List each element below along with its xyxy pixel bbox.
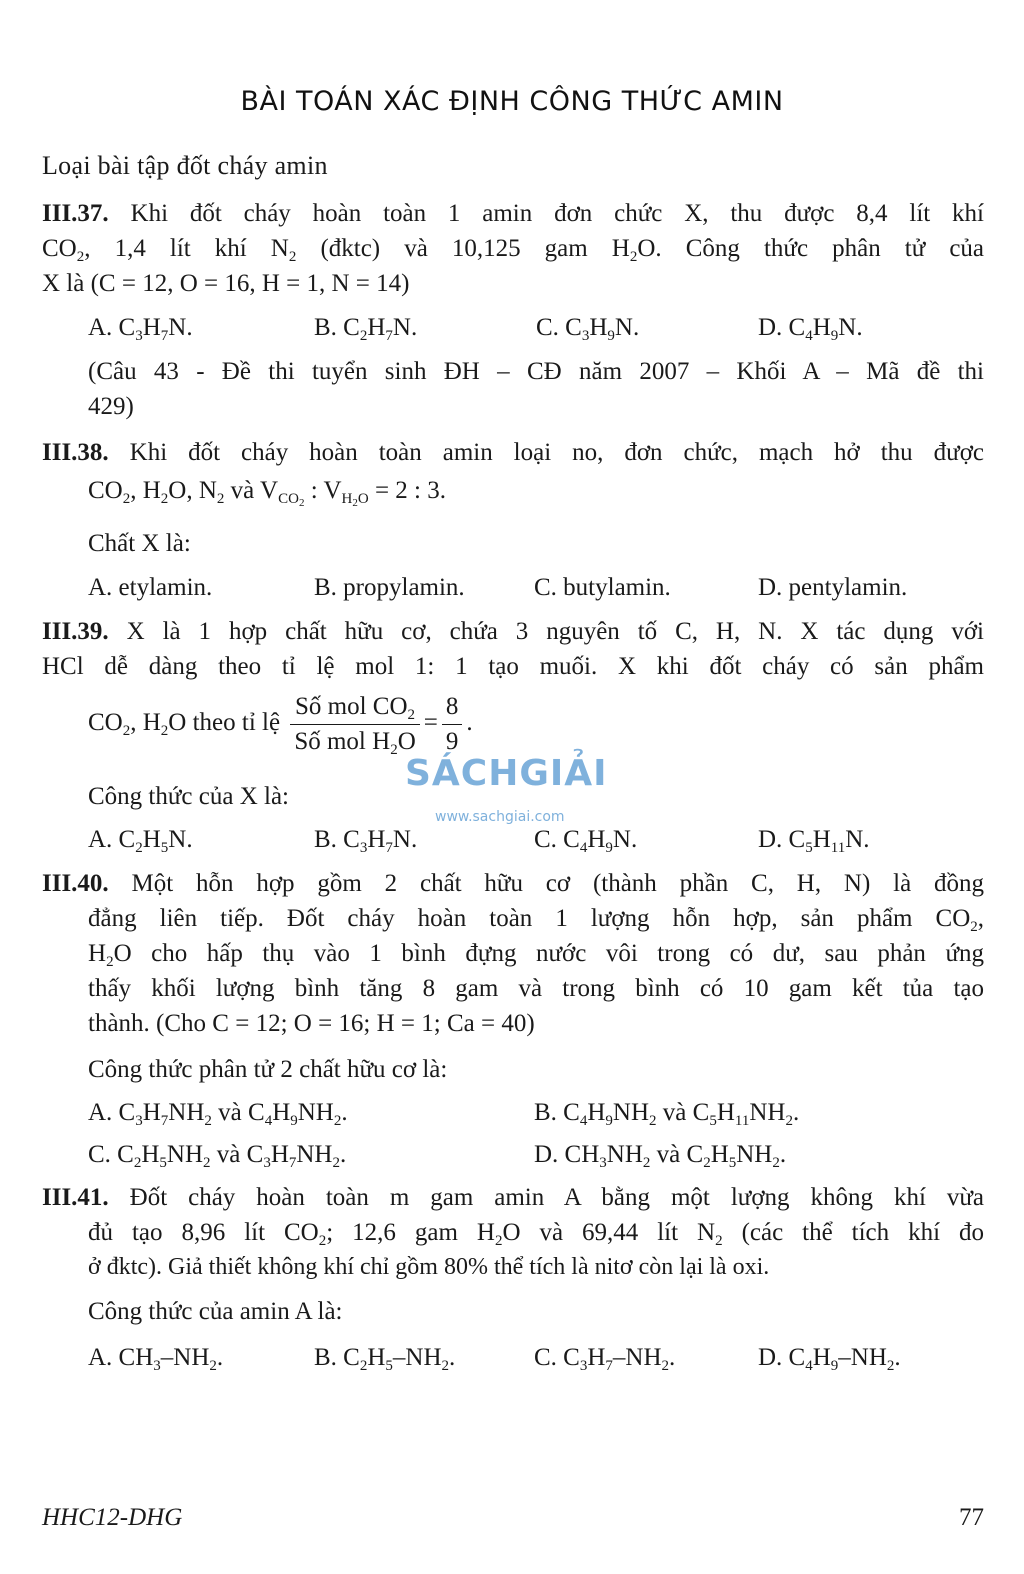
- question-39: III.39. X là 1 hợp chất hữu cơ, chứa 3 nguyên tố C, H, N. X tác dụng với HCl dễ dàng theo tỉ lệ mol 1: 1 tạo muối. X khi đốt cháy có sản phẩm: [42, 618, 984, 680]
- option-c: C. butylamin.: [534, 574, 671, 601]
- option-c: C. $C_3H_7-NH_2$.: [534, 1344, 676, 1374]
- question-number: III.41.: [42, 1184, 109, 1211]
- question-38-formula: $CO_2$, $H_2O$, $N_2$ và $V_{CO_2}$ : $V_{H_2O} = 2$ : 3.: [88, 477, 446, 509]
- option-b: B. $C_2H_7N$.: [314, 314, 418, 344]
- question-40: III.40. Một hỗn hợp gồm 2 chất hữu cơ (thành phần C, H, N) là đồng: [42, 870, 984, 897]
- mole-ratio-fraction: $\frac{Số mol CO_2}{Số mol H_2O}$: [290, 690, 419, 759]
- option-a: A. $C_3H_7NH_2$ và $C_4H_9NH_2$.: [88, 1099, 348, 1129]
- question-41-options: [88, 1340, 984, 1375]
- page-title: BÀI TOÁN XÁC ĐỊNH CÔNG THỨC AMIN: [240, 86, 784, 117]
- question-41-stem: Công thức của amin A là:: [88, 1298, 343, 1325]
- question-40-options-row1: [88, 1095, 984, 1130]
- question-40-stem: Công thức phân tử 2 chất hữu cơ là:: [88, 1056, 448, 1083]
- option-a: A. $CH_3-NH_2$.: [88, 1344, 224, 1374]
- option-c: C. $C_4H_9N$.: [534, 826, 638, 856]
- option-d: D. $C_5H_{11}N$.: [758, 826, 870, 856]
- watermark-brand: SÁCHGIẢI: [405, 753, 608, 794]
- question-number: III.40.: [42, 870, 109, 897]
- question-38-stem: Chất X là:: [88, 530, 191, 557]
- question-38-options: [88, 570, 984, 605]
- option-b: B. $C_4H_9NH_2$ và $C_5H_{11}NH_2$.: [534, 1099, 800, 1129]
- option-c: C. $C_3H_9N$.: [536, 314, 640, 344]
- question-41-body: đủ tạo 8,96 lít $CO_2$; 12,6 gam $H_2O$ và 69,44 lít $N_2$ (các thể tích khí đo ở đktc). Giả thiết không khí chỉ gồm 80% thể tích là nitơ còn lại là oxi.: [88, 1219, 985, 1280]
- option-c: C. $C_2H_5NH_2$ và $C_3H_7NH_2$.: [88, 1141, 347, 1171]
- question-39-stem: Công thức của X là:: [88, 783, 290, 810]
- question-37: III.37. Khi đốt cháy hoàn toàn 1 amin đơn chức X, thu được 8,4 lít khí $CO_2$, 1,4 lít khí $N_2$ (đktc) và 10,125 gam $H_2O$. Công thức phân tử của X là (C = 12, O = 16, H = 1, N = 14): [42, 200, 985, 297]
- option-d: D. $C_4H_9N$.: [758, 314, 863, 344]
- question-number: III.39.: [42, 618, 109, 645]
- option-b: B. propylamin.: [314, 574, 465, 601]
- question-number: III.38.: [42, 439, 109, 466]
- question-39-options: [88, 822, 984, 857]
- option-b: B. $C_3H_7N$.: [314, 826, 418, 856]
- option-b: B. $C_2H_5-NH_2$.: [314, 1344, 456, 1374]
- watermark-url: www.sachgiai.com: [435, 809, 565, 825]
- option-d: D. pentylamin.: [758, 574, 908, 601]
- option-a: A. $C_2H_5N$.: [88, 826, 193, 856]
- option-a: A. etylamin.: [88, 574, 213, 601]
- question-40-options-row2: [88, 1137, 984, 1172]
- option-d: D. $C_4H_9-NH_2$.: [758, 1344, 901, 1374]
- question-40-body: đẳng liên tiếp. Đốt cháy hoàn toàn 1 lượng hỗn hợp, sản phẩm $CO_2$, $H_2O$ cho hấp thụ vào 1 bình đựng nước vôi trong có dư, sau phản ứng thấy khối lượng bình tăng 8 gam và trong bình có 10 gam kết tủa tạo thành. (Cho C = 12; O = 16; H = 1; Ca = 40): [88, 905, 984, 1037]
- question-number: III.37.: [42, 200, 109, 227]
- page-number: 77: [959, 1504, 984, 1531]
- option-d: D. $CH_3NH_2$ và $C_2H_5NH_2$.: [534, 1141, 787, 1171]
- section-heading: Loại bài tập đốt cháy amin: [42, 151, 328, 180]
- question-39-ratio: $CO_2$, $H_2O$ theo tỉ lệ $\frac{Số mol CO_2}{Số mol H_2O}$ = $\frac{8}{9}$ .: [88, 688, 984, 759]
- question-37-options: [88, 310, 984, 345]
- footer-code: HHC12-DHG: [42, 1504, 183, 1531]
- question-37-source: (Câu 43 - Đề thi tuyển sinh ĐH – CĐ năm 2007 – Khối A – Mã đề thi 429): [88, 358, 984, 420]
- ratio-value: $\frac{8}{9}$: [442, 690, 463, 759]
- option-a: A. $C_3H_7N$.: [88, 314, 193, 344]
- question-38: III.38. Khi đốt cháy hoàn toàn amin loại no, đơn chức, mạch hở thu được: [42, 439, 985, 466]
- question-41: III.41. Đốt cháy hoàn toàn m gam amin A bằng một lượng không khí vừa: [42, 1184, 985, 1211]
